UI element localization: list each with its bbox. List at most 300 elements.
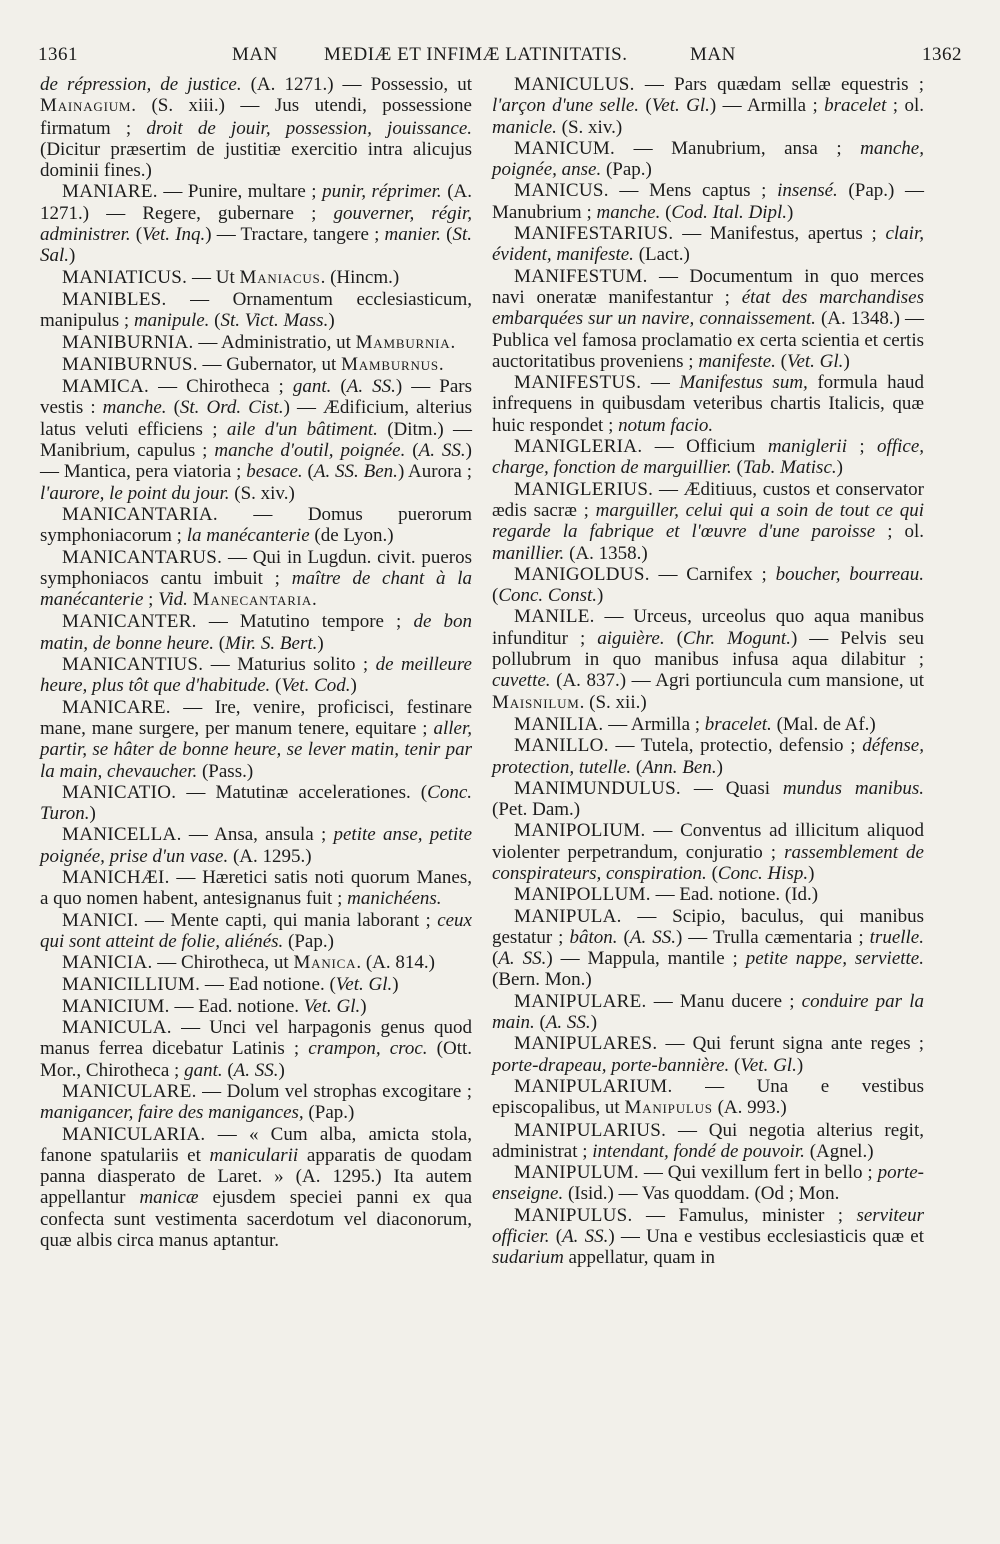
cross-reference: MANECANTARIA	[192, 589, 313, 611]
dictionary-entry	[492, 266, 924, 372]
headword: MANICELLA.	[62, 824, 182, 846]
dictionary-entry	[492, 606, 924, 713]
entry-text: — Tutela, protectio, defensio ;	[608, 735, 863, 757]
french-gloss: Vet. Gl.	[786, 350, 844, 372]
dictionary-entry	[492, 1033, 924, 1076]
entry-text: (A. 993.)	[712, 1097, 787, 1119]
headword: MANIPOLIUM.	[514, 820, 646, 842]
entry-text: ) — Mantica, pera viatoria ;	[40, 440, 472, 483]
entry-text: — Manu ducere ;	[646, 990, 802, 1012]
entry-text: — Manifestus, apertus ;	[673, 223, 886, 245]
headword: MANICANTARIA.	[62, 503, 218, 525]
headword: MANIPULARES.	[514, 1033, 658, 1055]
dictionary-entry	[40, 332, 472, 354]
entry-text: )	[69, 245, 76, 267]
entry-text: — Conventus ad illicitum aliquod violenter perpetrandum, conjuratio ;	[492, 820, 924, 863]
french-gloss: Manifestus sum,	[679, 372, 808, 394]
entry-text: — Maturius solito ;	[203, 654, 376, 676]
french-gloss: rassemblement de conspirateurs, conspiration.	[492, 841, 924, 884]
dictionary-entry	[40, 376, 472, 504]
french-gloss: A. SS.	[498, 948, 547, 970]
dictionary-entry	[492, 735, 924, 778]
entry-text: — Ead. notione.	[169, 995, 304, 1017]
entry-text: (	[213, 632, 226, 654]
french-gloss: manigancer, faire des manigances,	[40, 1102, 304, 1124]
headword: MANICUS.	[514, 180, 609, 202]
french-gloss: maniglerii	[767, 436, 847, 458]
entry-text: ) — Mappula, mantile ;	[546, 948, 746, 970]
entry-text: )	[392, 974, 399, 996]
entry-text: ) — Pelvis seu pollubrum in quo manibus infusa aqua dilabitur ;	[492, 627, 925, 671]
running-title: MEDIÆ ET INFIMÆ LATINITATIS.	[324, 44, 628, 65]
entry-text: (S. xiv.)	[556, 116, 623, 138]
entry-text: — Urceus, urceolus quo aqua manibus infunditur ;	[492, 606, 924, 649]
headword: MANICUM.	[514, 137, 616, 159]
entry-text: (	[729, 1054, 741, 1076]
dictionary-entry	[40, 1081, 472, 1124]
entry-text: appellatur, quam in	[563, 1247, 715, 1269]
entry-text: )	[796, 1054, 804, 1076]
french-gloss: St. Vict. Mass.	[220, 310, 329, 332]
entry-text: ) — Armilla ;	[709, 95, 825, 117]
dictionary-entry	[492, 180, 924, 223]
cross-reference: MAMBURNUS	[341, 353, 439, 375]
headword: MANICIA.	[62, 952, 153, 974]
dictionary-entry	[40, 1017, 472, 1081]
entry-text: — Ut	[187, 266, 240, 288]
entry-text: (A. 837.) — Agri portiuncula cum mansione, ut	[550, 670, 924, 692]
entry-text: — Quasi	[681, 777, 783, 799]
entry-text: — Punire, multare ;	[157, 181, 323, 203]
entry-text: — Ire, venire, proficisci, festinare mane, mane surgere, per manum tenere, equitare ;	[40, 696, 472, 739]
entry-text: — Gubernator, ut	[197, 353, 342, 375]
headword: MANIMUNDULUS.	[514, 777, 681, 799]
french-gloss: défense, protection, tutelle.	[492, 735, 924, 778]
entry-text: — Matutino tempore ;	[196, 611, 414, 633]
headword: MAMICA.	[62, 376, 150, 398]
dictionary-entry	[40, 867, 472, 910]
entry-text: )	[328, 310, 335, 332]
dictionary-entry	[492, 1076, 924, 1120]
headword: MANICANTER.	[62, 611, 197, 633]
dictionary-entry	[40, 782, 472, 825]
entry-text: (Isid.) — Vas quoddam. (Od ; Mon.	[563, 1183, 840, 1205]
entry-text: ) — Trulla cæmentaria ;	[675, 926, 870, 948]
cross-reference: MANIPULUS	[624, 1097, 713, 1119]
french-gloss: Conc. Hisp.	[717, 862, 809, 884]
entry-text: (	[706, 862, 718, 884]
entry-text: — Manubrium, ansa ;	[615, 137, 861, 159]
entry-text: — Matutinæ accelerationes. (	[176, 781, 428, 803]
dictionary-entry	[492, 991, 924, 1034]
entry-text: (	[534, 1012, 546, 1034]
french-gloss: notum facio.	[618, 414, 714, 436]
headword: MANIPULARIUS.	[514, 1119, 667, 1141]
dictionary-entry	[40, 1124, 472, 1252]
entry-text: )	[350, 675, 357, 697]
entry-text: — Qui vexillum fert in bello ;	[638, 1162, 878, 1184]
right-column	[492, 74, 924, 1269]
headword: MANILIA.	[514, 713, 604, 735]
french-gloss: sudarium	[492, 1247, 564, 1269]
dictionary-entry	[492, 1120, 924, 1163]
entry-text: (	[660, 201, 672, 223]
dictionary-entry	[40, 181, 472, 266]
french-gloss: manifeste.	[698, 350, 776, 372]
french-gloss: A. SS.	[629, 926, 676, 948]
french-gloss: état des marchandises embarquées sur un navire, connaissement.	[492, 286, 924, 330]
entry-text: ; ol.	[886, 95, 925, 117]
entry-text: )	[808, 862, 815, 884]
dictionary-entry	[40, 654, 472, 697]
entry-text: .	[438, 353, 444, 375]
entry-text: (Dicitur præsertim de justitiæ exercitio intra alicujus dominii fines.)	[40, 138, 472, 182]
left-guide-word: MAN	[232, 44, 278, 65]
french-gloss: manicle.	[492, 116, 557, 138]
french-gloss: porte-enseigne.	[492, 1162, 924, 1205]
french-gloss: de bon matin, de bonne heure.	[40, 611, 472, 654]
entry-text: — Carnifex ;	[649, 563, 776, 585]
headword: MANICANTIUS.	[62, 654, 204, 676]
entry-text: )	[787, 201, 794, 223]
french-gloss: manipule.	[133, 310, 210, 332]
entry-text: formula haud infrequens in quibusdam veteribus chartis Italicis, quæ huic respondet ;	[492, 372, 924, 436]
entry-text: (de Lyon.)	[309, 525, 394, 547]
entry-text: — Æditiuus, custos et conservator ædis sacræ ;	[492, 478, 924, 521]
entry-text: )	[843, 350, 850, 372]
entry-text: (	[166, 397, 180, 419]
headword: MANICIUM.	[62, 995, 170, 1017]
entry-text: (Pap.)	[601, 159, 652, 181]
headword: MANIGLERIUS.	[514, 478, 654, 500]
entry-text: (	[639, 95, 652, 117]
dictionary-entry	[492, 778, 924, 821]
entry-text: — Ead notione. (	[200, 974, 336, 996]
entry-text: (A. 1271.) — Possessio, ut	[241, 74, 472, 95]
entry-text: ) — Tractare, tangere ;	[205, 224, 385, 246]
french-gloss: gouverner, régir, administrer.	[40, 202, 472, 246]
french-gloss: marguiller, celui qui a soin de tout ce qui regarde la fabrique et l'œuvre d'une paroisse	[492, 499, 924, 543]
entry-text: ;	[143, 589, 159, 611]
entry-text: — « Cum alba, amicta stola, fanone spatulariis et	[40, 1123, 472, 1166]
dictionary-entry	[40, 611, 472, 654]
french-gloss: Vet. Gl.	[651, 95, 710, 117]
french-gloss: manier.	[384, 224, 441, 246]
cross-reference: MAISNILUM	[492, 691, 580, 713]
french-gloss: Conc. Turon.	[40, 781, 472, 825]
french-gloss: Tab. Matisc.	[742, 457, 837, 479]
cross-reference: MAMBURNIA	[355, 331, 451, 353]
entry-text: — Hæretici satis noti quorum Manes, a quo nomen habent, antesignanus fuit ;	[40, 866, 472, 910]
entry-text: (	[492, 585, 499, 607]
entry-text: ejusdem speciei panni ex qua confecta sunt vestimenta sacerdotum vel diaconorum, quæ albis circa manus aptantur.	[40, 1187, 472, 1252]
entry-text: — Mente capti, qui mania laborant ;	[138, 909, 438, 931]
french-gloss: Chr. Mogunt.	[682, 627, 791, 649]
french-gloss: aller, partir, se hâter de bonne heure, se lever matin, tenir par la main, chevaucher.	[40, 717, 472, 782]
dictionary-entry	[492, 820, 924, 884]
headword: MANIBURNUS.	[62, 353, 198, 375]
entry-text: (Pap.)	[303, 1102, 355, 1124]
headword: MANICATIO.	[62, 781, 177, 803]
dictionary-entry	[492, 436, 924, 479]
dictionary-entry	[40, 952, 472, 974]
entry-text: — Ead. notione. (Id.)	[650, 884, 819, 906]
entry-text: (S. xiv.)	[229, 482, 295, 504]
french-gloss: A. SS.	[233, 1059, 279, 1081]
page-header	[38, 40, 962, 70]
french-gloss: l'aurore, le point du jour.	[40, 482, 230, 504]
entry-text: (	[775, 350, 787, 372]
left-page-number: 1361	[38, 44, 78, 65]
entry-text: (A. 1271.) — Regere, gubernare ;	[40, 181, 472, 224]
headword: MANILE.	[514, 606, 595, 628]
entry-text: ) — Pars vestis :	[40, 376, 472, 419]
headword: MANICULUS.	[514, 74, 635, 95]
cross-reference: MAINAGIUM	[40, 95, 132, 117]
headword: MANICHÆI.	[62, 866, 170, 888]
dictionary-entry	[40, 504, 472, 547]
entry-text: ) — Ædificium, alterius latus veluti efficiens ;	[40, 397, 473, 440]
entry-text: .	[450, 331, 456, 353]
dictionary-entry	[492, 884, 924, 905]
dictionary-entry	[492, 1205, 924, 1269]
entry-text: —	[641, 372, 680, 394]
french-gloss: de meilleure heure, plus tôt que d'habitude.	[40, 654, 472, 697]
entry-text: (A. 1358.)	[564, 542, 648, 564]
entry-text: (	[664, 627, 683, 649]
french-gloss: droit de jouir, possession, jouissance.	[146, 117, 473, 139]
headword: MANICARE.	[62, 696, 171, 718]
headword: MANIPOLLUM.	[514, 884, 651, 906]
headword: MANIGOLDUS.	[514, 563, 650, 585]
french-gloss: manicularii	[209, 1144, 299, 1166]
entry-text: (Ott. Mor., Chirotheca ;	[40, 1038, 473, 1081]
french-gloss: gant.	[292, 376, 332, 398]
entry-text: — Unci vel harpagonis genus quod manus ferrea dicebatur Latinis ;	[40, 1017, 472, 1060]
entry-text: (	[222, 1059, 234, 1081]
entry-text: — Una e vestibus episcopalibus, ut	[492, 1075, 924, 1119]
french-gloss: insensé.	[777, 180, 838, 202]
entry-text: — Officium	[642, 436, 768, 458]
headword: MANIPULARE.	[514, 990, 647, 1012]
headword: MANIPULA.	[514, 905, 622, 927]
entry-text: ; ol.	[875, 521, 924, 543]
headword: MANIGLERIA.	[514, 436, 643, 458]
dictionary-entry	[40, 974, 472, 995]
french-gloss: serviteur officier.	[492, 1204, 924, 1248]
entry-text: )	[590, 1012, 598, 1034]
entry-text: .	[312, 589, 317, 611]
entry-text: )	[836, 457, 843, 479]
entry-text: — Scipio, baculus, qui manibus gestatur ;	[492, 905, 924, 948]
french-gloss: St. Sal.	[40, 224, 472, 267]
entry-text: (Pap.)	[283, 930, 334, 952]
french-gloss: bracelet.	[704, 713, 772, 735]
dictionary-entry	[492, 564, 924, 607]
headword: MANIFESTUS.	[514, 372, 642, 394]
entry-text: — Documentum in quo merces navi oneratæ manifestantur ;	[492, 265, 924, 308]
french-gloss: A. SS.	[562, 1226, 609, 1248]
entry-text: . (S. xii.)	[579, 691, 647, 713]
french-gloss: Vet. Cod.	[281, 675, 351, 697]
entry-text: (Ditm.) — Manibrium, capulus ;	[40, 418, 473, 462]
dictionary-entry	[492, 479, 924, 564]
french-gloss: St. Ord. Cist.	[179, 397, 284, 419]
dictionary-entry	[40, 697, 472, 782]
entry-text: — Armilla ;	[603, 713, 705, 735]
entry-text: — Qui negotia alterius regit, administrat ;	[492, 1119, 924, 1162]
cross-reference: MANIACUS	[239, 266, 321, 288]
french-gloss: Vet. Gl.	[335, 974, 393, 996]
entry-text: — Famulus, minister ;	[632, 1204, 857, 1226]
entry-text: (	[492, 948, 499, 970]
entry-text: (	[209, 310, 221, 332]
french-gloss: clair, évident, manifeste.	[492, 223, 924, 266]
headword: MANICILLIUM.	[62, 974, 201, 996]
entry-text: (A. 1295.)	[228, 845, 312, 867]
entry-text: — Administratio, ut	[193, 331, 356, 353]
french-gloss: gant.	[184, 1059, 223, 1081]
headword: MANIPULUS.	[514, 1204, 633, 1226]
entry-text: )	[89, 803, 96, 825]
dictionary-entry	[40, 289, 472, 332]
entry-text: )	[278, 1059, 285, 1081]
french-gloss: bâton.	[569, 926, 618, 948]
french-gloss: bracelet	[824, 95, 887, 117]
dictionary-entry	[492, 74, 924, 138]
french-gloss: intendant, fondé de pouvoir.	[592, 1140, 805, 1162]
dictionary-entry	[492, 138, 924, 181]
french-gloss: aiguière.	[597, 627, 665, 649]
headword: MANIBLES.	[62, 288, 167, 310]
french-gloss: manillier.	[492, 542, 565, 564]
french-gloss: truelle.	[869, 926, 924, 948]
headword: MANIATICUS.	[62, 266, 188, 288]
headword: MANICI.	[62, 909, 139, 931]
entry-text: (Agnel.)	[804, 1140, 874, 1162]
entry-text: — Qui in Lugdun. civit. pueros symphoniacos cantu imbuit ;	[40, 546, 472, 589]
headword: MANICULARE.	[62, 1080, 197, 1102]
left-column	[40, 74, 472, 1251]
entry-text: (Pap.) — Manubrium ;	[492, 180, 924, 223]
entry-text: — Dolum vel strophas excogitare ;	[196, 1080, 472, 1102]
headword: MANIFESTUM.	[514, 265, 648, 287]
french-gloss: mundus manibus.	[782, 777, 925, 799]
entry-text: — Ornamentum ecclesiasticum, manipulus ;	[40, 288, 472, 332]
entry-text: )	[597, 585, 604, 607]
french-gloss: manichéens.	[347, 888, 442, 910]
headword: MANILLO.	[514, 735, 609, 757]
entry-text: (	[631, 756, 643, 778]
headword: MANIBURNIA.	[62, 331, 194, 353]
french-gloss: A. SS.	[545, 1012, 591, 1034]
entry-text: — Qui ferunt signa ante reges ;	[657, 1033, 924, 1055]
entry-text: apparatis de quodam panna diasperato de Laret. » (A. 1295.) Ita autem appellantur	[40, 1144, 472, 1209]
entry-text: (Pet. Dam.)	[492, 799, 581, 821]
french-gloss: Vet. Gl.	[740, 1054, 797, 1076]
french-gloss: manche.	[102, 397, 167, 419]
entry-text: (Mal. de Af.)	[771, 713, 876, 735]
dictionary-entry	[40, 910, 472, 953]
entry-text: — Ansa, ansula ;	[181, 824, 334, 846]
headword: MANIPULUM.	[514, 1162, 639, 1184]
entry-text: ) Aurora ;	[397, 461, 472, 483]
entry-text: (	[441, 224, 453, 246]
french-gloss: ceux qui sont atteint de folie, aliénés.	[40, 909, 472, 952]
dictionary-entry	[40, 824, 472, 867]
entry-text: . (Hincm.)	[320, 266, 400, 288]
french-gloss: Mir. S. Bert.	[225, 632, 318, 654]
entry-text: (	[331, 376, 347, 398]
french-gloss: A. SS.	[346, 376, 396, 398]
french-gloss: office, charge, fonction de marguillier.	[492, 436, 924, 479]
french-gloss: manicæ	[139, 1187, 199, 1209]
dictionary-entry	[492, 906, 924, 991]
french-gloss: crampon, croc.	[308, 1038, 428, 1060]
dictionary-entry	[40, 354, 472, 376]
dictionary-entry	[492, 714, 924, 735]
french-gloss: de répression, de justice.	[40, 74, 242, 95]
entry-text: ) — Una e vestibus ecclesiasticis quæ et	[608, 1226, 925, 1248]
french-gloss: punir, réprimer.	[322, 181, 442, 203]
entry-text: (	[549, 1226, 563, 1248]
entry-text: (	[405, 440, 419, 462]
dictionary-entry	[492, 372, 924, 436]
french-gloss: la manécanterie	[186, 525, 310, 547]
entry-text: (	[130, 224, 143, 246]
entry-text: (Bern. Mon.)	[492, 969, 592, 991]
french-gloss: Cod. Ital. Dipl.	[671, 201, 788, 223]
entry-text: (	[731, 457, 743, 479]
dictionary-entry	[40, 996, 472, 1017]
entry-text: . (A. 814.)	[356, 952, 435, 974]
entry-continuation	[40, 74, 472, 181]
dictionary-entry	[40, 267, 472, 289]
french-gloss: conduire par la main.	[492, 990, 925, 1034]
entry-text: — Chirotheca ;	[149, 376, 293, 398]
french-gloss: petite anse, petite poignée, prise d'un vase.	[40, 824, 472, 867]
french-gloss: petite nappe, serviette.	[745, 948, 924, 970]
french-gloss: cuvette.	[492, 670, 551, 692]
french-gloss: manche.	[596, 201, 661, 223]
french-gloss: maître de chant à la manécanterie	[40, 567, 472, 611]
entry-text: (Lact.)	[633, 244, 690, 266]
french-gloss: Vid.	[158, 589, 188, 611]
entry-text: (Pass.)	[197, 760, 254, 782]
right-guide-word: MAN	[690, 44, 736, 65]
french-gloss: porte-drapeau, porte-bannière.	[492, 1054, 730, 1076]
dictionary-entry	[492, 223, 924, 266]
entry-text: (	[617, 926, 630, 948]
entry-text: — Domus puerorum symphoniacorum ;	[40, 503, 472, 547]
french-gloss: A. SS.	[418, 440, 466, 462]
headword: MANICULARIA.	[62, 1123, 206, 1145]
headword: MANIPULARIUM.	[514, 1075, 673, 1097]
entry-text: (A. 1348.) — Publica vel famosa proclamatio ex certa scientia et certis auctoritatibus proveniens ;	[492, 308, 924, 372]
french-gloss: Vet. Inq.	[142, 224, 206, 246]
headword: MANICANTARUS.	[62, 546, 223, 568]
dictionary-entry	[40, 547, 472, 612]
entry-text: — Pars quædam sellæ equestris ;	[634, 74, 924, 95]
entry-text: )	[360, 995, 367, 1017]
french-gloss: boucher, bourreau.	[775, 563, 924, 585]
french-gloss: besace.	[246, 461, 303, 483]
entry-text: ;	[847, 436, 878, 458]
entry-text: (	[302, 461, 314, 483]
entry-text: )	[716, 756, 723, 778]
headword: MANIFESTARIUS.	[514, 223, 674, 245]
dictionary-entry	[492, 1162, 924, 1205]
